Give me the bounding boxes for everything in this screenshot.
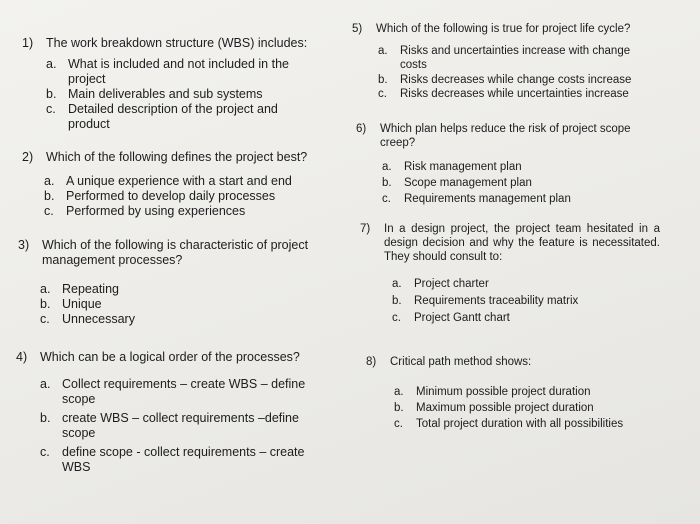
- option-c: [40, 445, 336, 475]
- option-c: [44, 204, 332, 219]
- option-text: Performed to develop daily processes: [66, 189, 276, 203]
- question-number: 8): [366, 356, 377, 368]
- option-text: Project Gantt chart: [414, 312, 510, 324]
- option-letter: c.: [392, 312, 401, 324]
- option-a: [40, 377, 336, 407]
- question-text: Critical path method shows:: [390, 356, 532, 368]
- option-text: Project charter: [414, 278, 489, 290]
- option-letter: b.: [40, 411, 51, 425]
- option-letter: c.: [40, 445, 50, 459]
- question-number: 4): [16, 350, 28, 364]
- option-letter: a.: [46, 57, 57, 71]
- option-a: [44, 174, 332, 189]
- option-text: Risks decreases while change costs increase: [400, 74, 632, 86]
- question-text: Which of the following is true for project life cycle?: [376, 23, 631, 35]
- option-c: [378, 87, 652, 101]
- option-text: Requirements management plan: [404, 193, 571, 205]
- question-text: Which of the following is characteristic of project management processes?: [42, 238, 309, 267]
- option-c: [392, 311, 660, 325]
- option-letter: c.: [46, 102, 56, 116]
- option-b: [394, 401, 666, 415]
- option-letter: b.: [44, 189, 55, 203]
- option-text: define scope - collect requirements – create WBS: [62, 445, 305, 474]
- option-letter: b.: [378, 74, 388, 86]
- option-letter: b.: [382, 177, 392, 189]
- option-c: [394, 417, 666, 431]
- question-7: [360, 222, 660, 325]
- option-a: [382, 160, 656, 174]
- option-b: [46, 87, 322, 102]
- option-b: [378, 73, 652, 87]
- option-text: Unique: [62, 297, 102, 311]
- option-letter: b.: [40, 297, 51, 311]
- option-text: Collect requirements – create WBS – define scope: [62, 377, 306, 406]
- option-a: [378, 44, 652, 72]
- option-letter: a.: [40, 282, 51, 296]
- option-text: Main deliverables and sub systems: [68, 87, 263, 101]
- option-letter: a.: [394, 386, 404, 398]
- option-c: [40, 312, 336, 327]
- question-3: [18, 238, 336, 327]
- option-text: Requirements traceability matrix: [414, 295, 579, 307]
- option-letter: c.: [394, 418, 403, 430]
- question-number: 1): [22, 36, 34, 50]
- option-text: What is included and not included in the project: [68, 57, 289, 86]
- option-a: [392, 277, 660, 291]
- question-text: The work breakdown structure (WBS) includes:: [46, 36, 308, 50]
- option-text: Risks decreases while uncertainties increase: [400, 88, 629, 100]
- option-letter: c.: [44, 204, 54, 218]
- option-text: Risk management plan: [404, 161, 522, 173]
- option-letter: b.: [392, 295, 402, 307]
- option-letter: a.: [40, 377, 51, 391]
- question-number: 5): [352, 23, 363, 35]
- question-5: [352, 22, 652, 101]
- option-letter: c.: [382, 193, 391, 205]
- option-text: Detailed description of the project and product: [68, 102, 278, 131]
- option-letter: b.: [394, 402, 404, 414]
- question-text: Which can be a logical order of the processes?: [40, 350, 300, 364]
- question-8: [366, 355, 666, 431]
- option-text: Minimum possible project duration: [416, 386, 591, 398]
- option-letter: c.: [40, 312, 50, 326]
- question-2: [22, 150, 332, 219]
- option-letter: a.: [44, 174, 55, 188]
- option-letter: a.: [382, 161, 392, 173]
- option-b: [382, 176, 656, 190]
- question-4: [16, 350, 336, 475]
- option-c: [382, 192, 656, 206]
- option-a: [40, 282, 336, 297]
- option-text: Repeating: [62, 282, 119, 296]
- option-text: A unique experience with a start and end: [66, 174, 292, 188]
- question-6: [356, 122, 656, 206]
- question-1: [22, 36, 322, 132]
- option-c: [46, 102, 322, 132]
- option-letter: b.: [46, 87, 57, 101]
- option-a: [394, 385, 666, 399]
- option-b: [40, 411, 336, 441]
- question-number: 3): [18, 238, 30, 252]
- option-b: [44, 189, 332, 204]
- question-number: 6): [356, 123, 367, 135]
- option-letter: c.: [378, 88, 387, 100]
- option-text: Unnecessary: [62, 312, 135, 326]
- option-b: [40, 297, 336, 312]
- option-text: Maximum possible project duration: [416, 402, 594, 414]
- option-letter: a.: [378, 45, 388, 57]
- question-number: 7): [360, 223, 371, 235]
- option-text: Performed by using experiences: [66, 204, 246, 218]
- option-text: Risks and uncertainties increase with change costs: [400, 45, 631, 71]
- question-number: 2): [22, 150, 34, 164]
- option-text: Scope management plan: [404, 177, 532, 189]
- question-text: Which of the following defines the project best?: [46, 150, 308, 164]
- option-text: create WBS – collect requirements –define scope: [62, 411, 299, 440]
- option-letter: a.: [392, 278, 402, 290]
- question-text: Which plan helps reduce the risk of project scope creep?: [380, 123, 631, 149]
- option-text: Total project duration with all possibilities: [416, 418, 624, 430]
- option-b: [392, 294, 660, 308]
- question-text: In a design project, the project team hesitated in a design decision and why the feature is necessitated. They should consult to:: [384, 223, 660, 263]
- option-a: [46, 57, 322, 87]
